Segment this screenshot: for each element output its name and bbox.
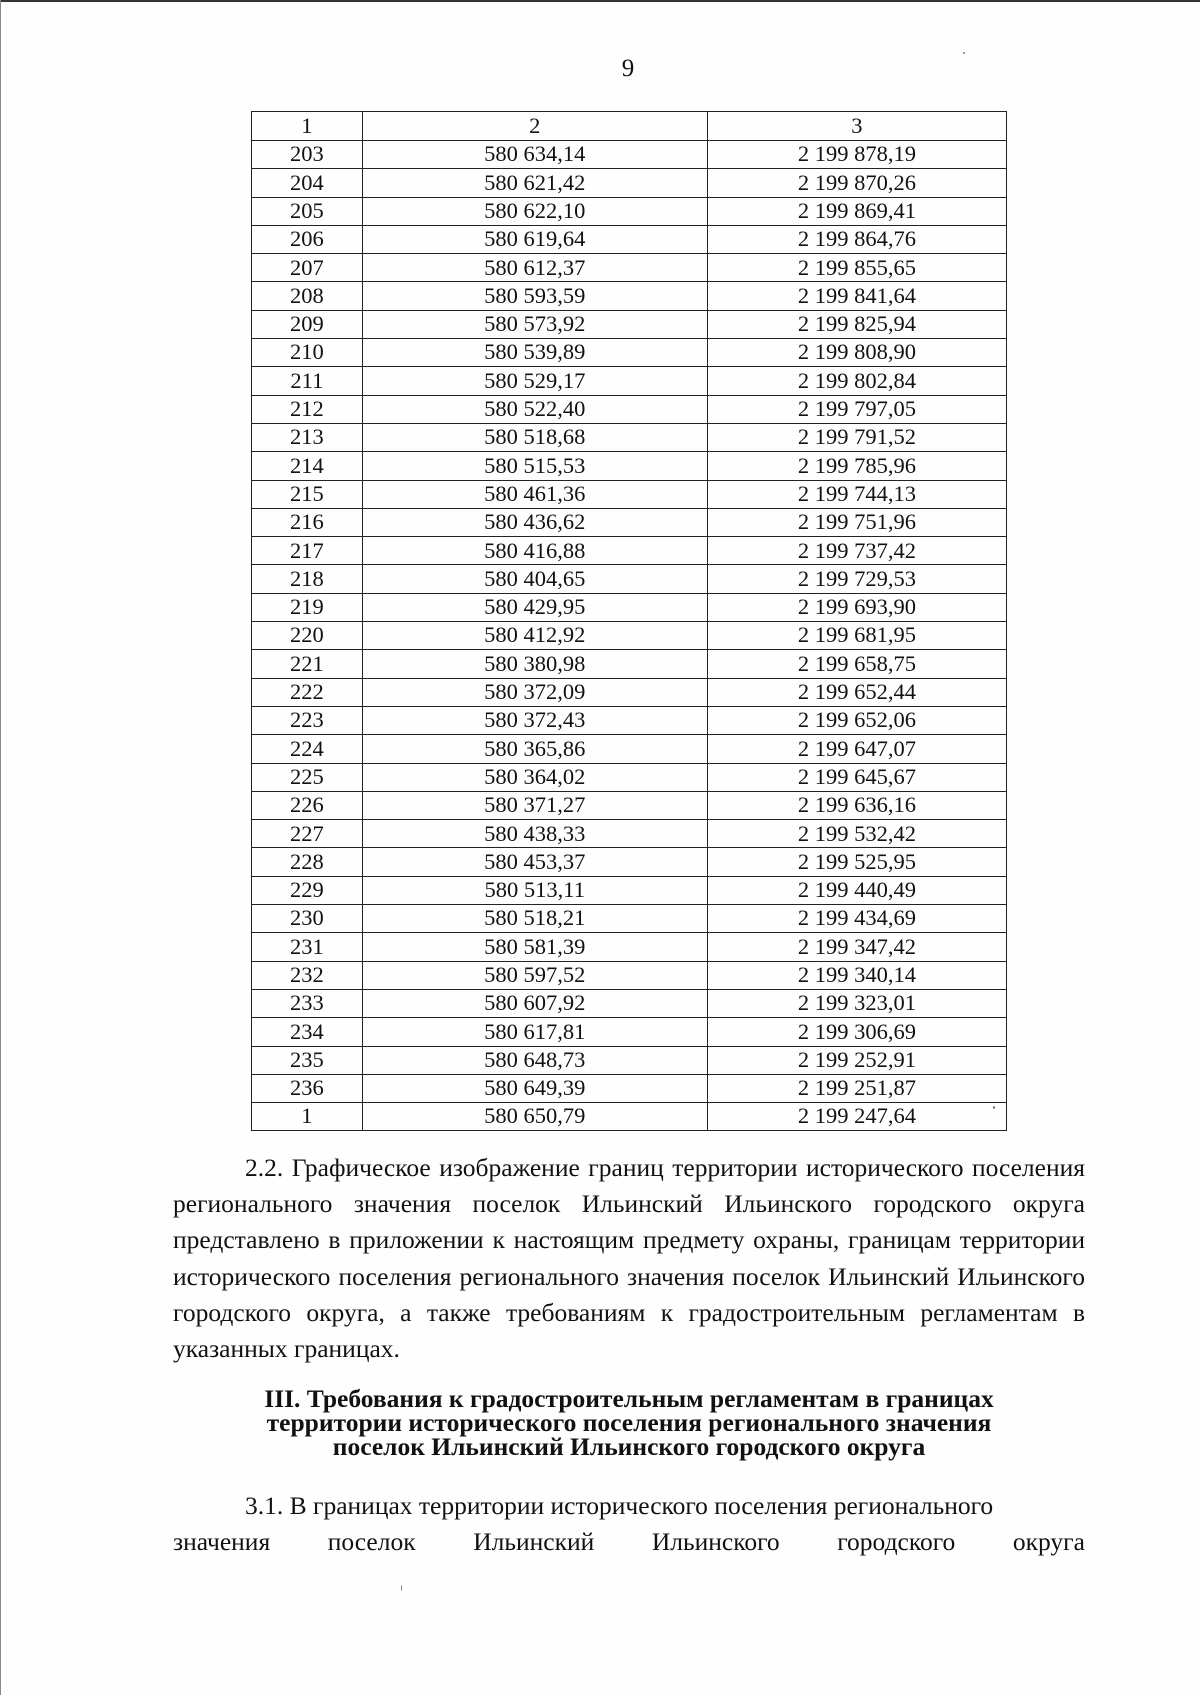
cell-point-number: 213 [252,423,363,451]
table-row [252,197,1007,225]
table-row [252,650,1007,678]
cell-point-number: 211 [252,367,363,395]
cell-point-number: 210 [252,339,363,367]
cell-point-number: 217 [252,537,363,565]
table-row [252,169,1007,197]
scan-speck [993,1106,995,1109]
cell-point-number: 234 [252,1018,363,1046]
cell-y-coordinate: 2 199 802,84 [707,367,1006,395]
cell-x-coordinate: 580 607,92 [362,989,707,1017]
table-row [252,423,1007,451]
cell-point-number: 226 [252,791,363,819]
cell-y-coordinate: 2 199 652,44 [707,678,1006,706]
scan-edge-left [0,0,1,1695]
cell-x-coordinate: 580 515,53 [362,452,707,480]
cell-x-coordinate: 580 612,37 [362,254,707,282]
cell-x-coordinate: 580 622,10 [362,197,707,225]
cell-x-coordinate: 580 372,09 [362,678,707,706]
cell-y-coordinate: 2 199 791,52 [707,423,1006,451]
paragraph-3-1-word: Ильинский [473,1527,595,1557]
cell-point-number: 219 [252,593,363,621]
table-row [252,791,1007,819]
scan-speck [963,52,965,54]
cell-x-coordinate: 580 513,11 [362,876,707,904]
table-row [252,961,1007,989]
cell-point-number: 204 [252,169,363,197]
cell-point-number: 225 [252,763,363,791]
cell-y-coordinate: 2 199 323,01 [707,989,1006,1017]
table-row [252,933,1007,961]
cell-point-number: 207 [252,254,363,282]
cell-x-coordinate: 580 365,86 [362,735,707,763]
cell-y-coordinate: 2 199 869,41 [707,197,1006,225]
table-row [252,480,1007,508]
scan-edge-top [0,0,1200,2]
cell-point-number: 215 [252,480,363,508]
cell-y-coordinate: 2 199 785,96 [707,452,1006,480]
table-row [252,452,1007,480]
cell-x-coordinate: 580 371,27 [362,791,707,819]
cell-x-coordinate: 580 453,37 [362,848,707,876]
cell-y-coordinate: 2 199 681,95 [707,622,1006,650]
table-row [252,395,1007,423]
cell-y-coordinate: 2 199 434,69 [707,905,1006,933]
paragraph-3-1-line-1 [173,1488,1085,1524]
cell-point-number: 203 [252,141,363,169]
cell-x-coordinate: 580 518,68 [362,423,707,451]
table-row [252,537,1007,565]
table-row [252,848,1007,876]
cell-y-coordinate: 2 199 532,42 [707,820,1006,848]
table-row [252,1074,1007,1102]
cell-y-coordinate: 2 199 652,06 [707,706,1006,734]
column-header-x: 2 [362,112,707,141]
cell-y-coordinate: 2 199 306,69 [707,1018,1006,1046]
cell-y-coordinate: 2 199 251,87 [707,1074,1006,1102]
cell-point-number: 208 [252,282,363,310]
cell-point-number: 223 [252,706,363,734]
paragraph-3-1-line-1-text: 3.1. В границах территории исторического поселения регионального [245,1491,994,1520]
table-row [252,1018,1007,1046]
table-row [252,254,1007,282]
cell-x-coordinate: 580 404,65 [362,565,707,593]
cell-point-number: 229 [252,876,363,904]
paragraph-3-1-word: значения [173,1527,271,1557]
cell-point-number: 232 [252,961,363,989]
cell-point-number: 222 [252,678,363,706]
cell-x-coordinate: 580 436,62 [362,508,707,536]
cell-x-coordinate: 580 573,92 [362,310,707,338]
cell-y-coordinate: 2 199 347,42 [707,933,1006,961]
cell-x-coordinate: 580 539,89 [362,339,707,367]
cell-y-coordinate: 2 199 658,75 [707,650,1006,678]
cell-x-coordinate: 580 522,40 [362,395,707,423]
cell-x-coordinate: 580 438,33 [362,820,707,848]
paragraph-3-1-word: округа [1012,1527,1085,1557]
cell-y-coordinate: 2 199 440,49 [707,876,1006,904]
table-row [252,593,1007,621]
cell-x-coordinate: 580 518,21 [362,905,707,933]
page-number: 9 [621,55,635,82]
cell-y-coordinate: 2 199 878,19 [707,141,1006,169]
table-row [252,565,1007,593]
cell-point-number: 220 [252,622,363,650]
paragraph-3-1-word: Ильинского [651,1527,780,1557]
table-row [252,282,1007,310]
cell-y-coordinate: 2 199 808,90 [707,339,1006,367]
cell-x-coordinate: 580 621,42 [362,169,707,197]
cell-y-coordinate: 2 199 252,91 [707,1046,1006,1074]
cell-x-coordinate: 580 593,59 [362,282,707,310]
paragraph-3-1 [173,1488,1085,1560]
table-row [252,735,1007,763]
cell-y-coordinate: 2 199 645,67 [707,763,1006,791]
section-3-title-line-3: поселок Ильинский Ильинского городского округа [332,1432,926,1461]
paragraph-2-2 [173,1150,1085,1367]
section-3-title-line-1: III. Требования к градостроительным регламентам в границах [264,1384,994,1413]
cell-point-number: 230 [252,905,363,933]
cell-y-coordinate: 2 199 797,05 [707,395,1006,423]
cell-y-coordinate: 2 199 744,13 [707,480,1006,508]
paragraph-3-1-word: городского [837,1527,956,1557]
cell-y-coordinate: 2 199 647,07 [707,735,1006,763]
section-3-title-line-2: территории исторического поселения регионального значения [266,1408,992,1437]
cell-x-coordinate: 580 648,73 [362,1046,707,1074]
table-row [252,706,1007,734]
table-header-row [252,112,1007,141]
table-row [252,905,1007,933]
cell-point-number: 221 [252,650,363,678]
cell-y-coordinate: 2 199 525,95 [707,848,1006,876]
cell-x-coordinate: 580 649,39 [362,1074,707,1102]
paragraph-3-1-line-2 [173,1524,1085,1560]
cell-point-number: 214 [252,452,363,480]
table-row [252,820,1007,848]
cell-x-coordinate: 580 619,64 [362,225,707,253]
cell-x-coordinate: 580 380,98 [362,650,707,678]
cell-x-coordinate: 580 364,02 [362,763,707,791]
cell-y-coordinate: 2 199 340,14 [707,961,1006,989]
table-row [252,1046,1007,1074]
table-row [252,508,1007,536]
cell-x-coordinate: 580 650,79 [362,1103,707,1131]
cell-x-coordinate: 580 461,36 [362,480,707,508]
cell-x-coordinate: 580 372,43 [362,706,707,734]
cell-y-coordinate: 2 199 864,76 [707,225,1006,253]
cell-point-number: 205 [252,197,363,225]
cell-y-coordinate: 2 199 737,42 [707,537,1006,565]
cell-x-coordinate: 580 529,17 [362,367,707,395]
paragraph-2-2-text: 2.2. Графическое изображение границ территории исторического поселения регионального значения поселок Ильинский Ильинского городского округа представлено в приложении к настоящим предмету охраны, границам территории исторического поселения регионального значения поселок Ильинский Ильинского городского округа, а также требованиям к градостроительным регламентам в указанных границах. [173,1153,1085,1364]
paragraph-3-1-word: поселок [327,1527,416,1557]
cell-y-coordinate: 2 199 636,16 [707,791,1006,819]
table-row [252,622,1007,650]
table-row [252,310,1007,338]
cell-point-number: 216 [252,508,363,536]
cell-x-coordinate: 580 429,95 [362,593,707,621]
coordinates-table [251,111,1007,1131]
table-row [252,225,1007,253]
section-3-title [173,1384,1085,1461]
table-row [252,1103,1007,1131]
cell-y-coordinate: 2 199 841,64 [707,282,1006,310]
table-row [252,876,1007,904]
cell-x-coordinate: 580 634,14 [362,141,707,169]
scan-speck [401,1585,402,1591]
cell-y-coordinate: 2 199 825,94 [707,310,1006,338]
cell-point-number: 236 [252,1074,363,1102]
table-row [252,989,1007,1017]
column-header-number: 1 [252,112,363,141]
column-header-y: 3 [707,112,1006,141]
cell-x-coordinate: 580 412,92 [362,622,707,650]
cell-y-coordinate: 2 199 693,90 [707,593,1006,621]
table-row [252,678,1007,706]
cell-point-number: 206 [252,225,363,253]
cell-point-number: 233 [252,989,363,1017]
cell-x-coordinate: 580 416,88 [362,537,707,565]
table-row [252,763,1007,791]
cell-point-number: 209 [252,310,363,338]
cell-point-number: 1 [252,1103,363,1131]
cell-point-number: 224 [252,735,363,763]
cell-point-number: 212 [252,395,363,423]
cell-point-number: 228 [252,848,363,876]
table-row [252,339,1007,367]
cell-point-number: 231 [252,933,363,961]
cell-point-number: 227 [252,820,363,848]
table-row [252,141,1007,169]
cell-y-coordinate: 2 199 751,96 [707,508,1006,536]
cell-y-coordinate: 2 199 247,64 [707,1103,1006,1131]
cell-y-coordinate: 2 199 729,53 [707,565,1006,593]
cell-point-number: 235 [252,1046,363,1074]
cell-point-number: 218 [252,565,363,593]
cell-y-coordinate: 2 199 870,26 [707,169,1006,197]
cell-x-coordinate: 580 581,39 [362,933,707,961]
table-row [252,367,1007,395]
cell-x-coordinate: 580 597,52 [362,961,707,989]
cell-x-coordinate: 580 617,81 [362,1018,707,1046]
cell-y-coordinate: 2 199 855,65 [707,254,1006,282]
